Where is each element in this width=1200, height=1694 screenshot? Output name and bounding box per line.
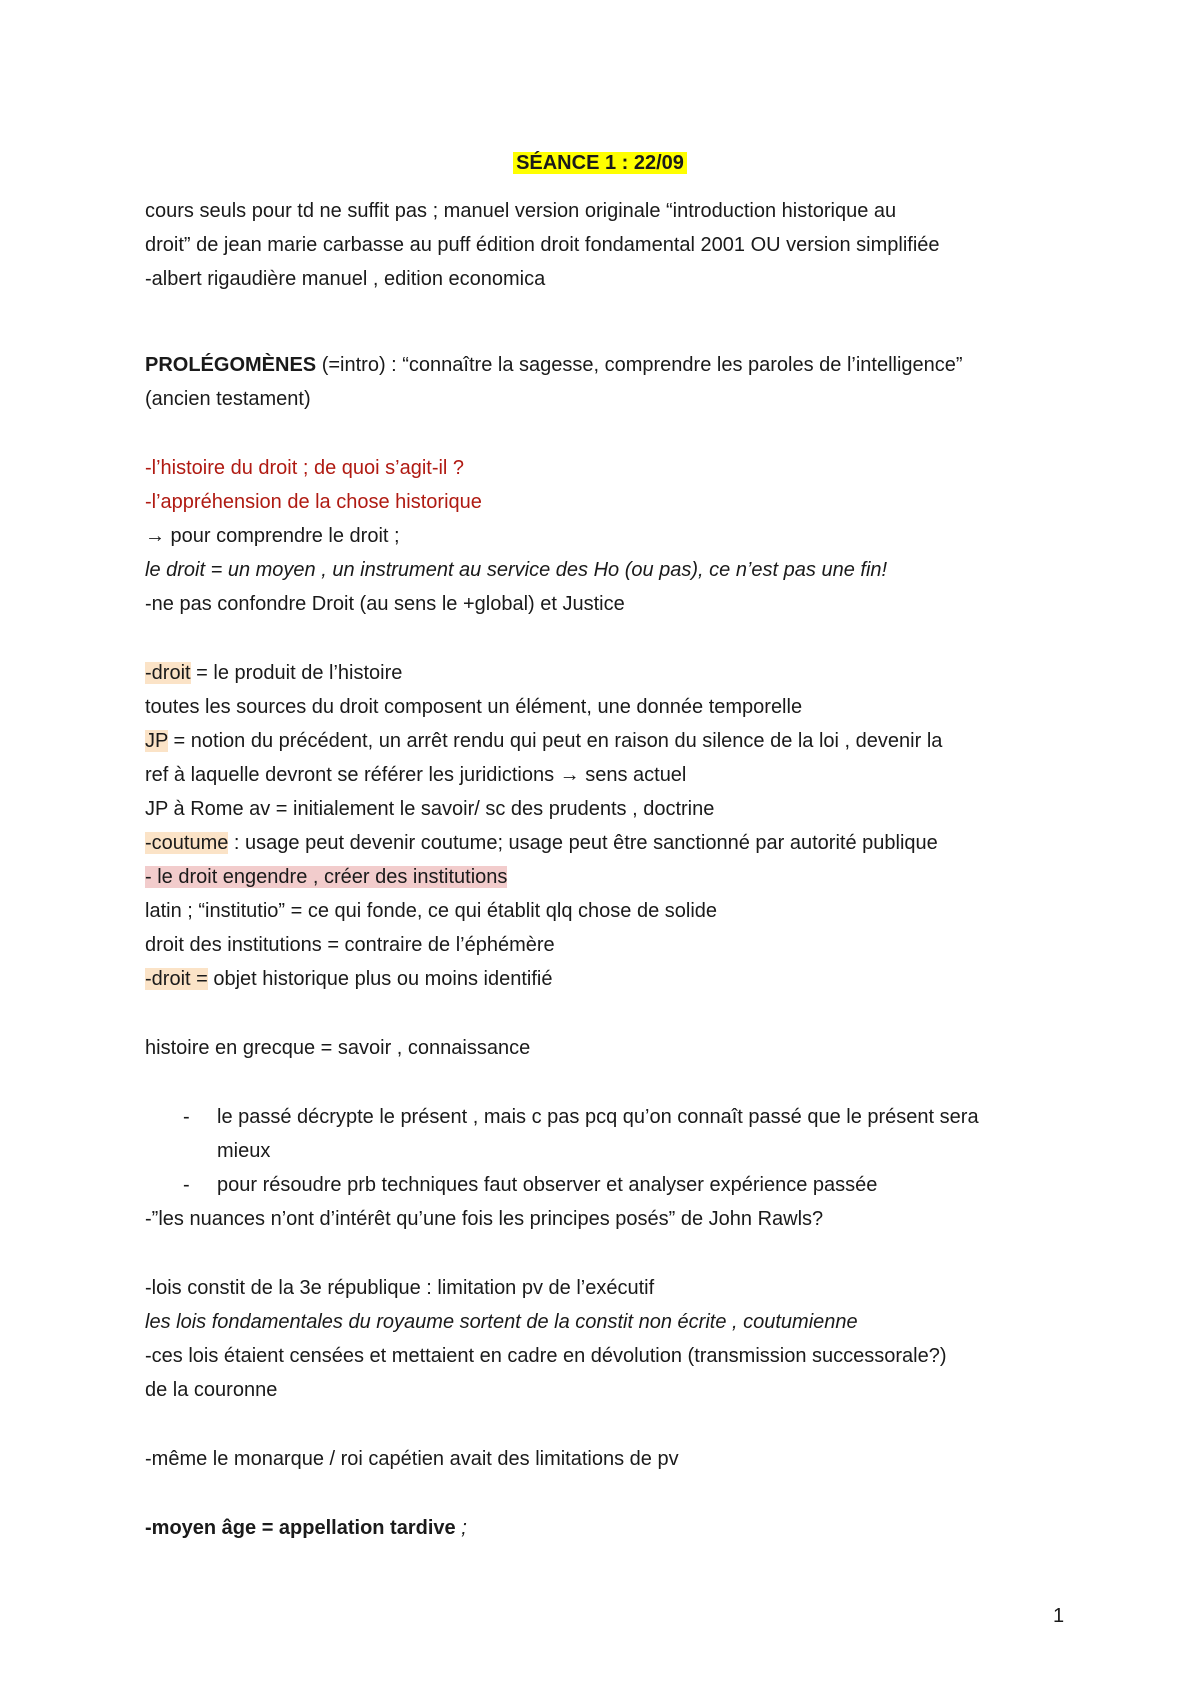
bullet-1-line-2: mieux: [217, 1140, 271, 1162]
bullet-marker: -: [183, 1174, 190, 1196]
red-question-line: -l’histoire du droit ; de quoi s’agit-il ?: [145, 457, 465, 479]
prolegomenes-line-2: (ancien testament): [145, 388, 311, 410]
arrow-line: → pour comprendre le droit ;: [145, 525, 400, 547]
confondre-line: -ne pas confondre Droit (au sens le +global) et Justice: [145, 593, 625, 615]
prolegomenes-heading: PROLÉGOMÈNES: [145, 354, 317, 376]
rawls-line: -”les nuances n’ont d’intérêt qu’une fois les principes posés” de John Rawls?: [145, 1208, 824, 1230]
histoire-line: histoire en grecque = savoir , connaissance: [145, 1037, 531, 1059]
moyen-age-line: -moyen âge = appellation tardive ;: [145, 1517, 467, 1539]
engendre-line: [145, 864, 507, 890]
bullet-1-line-1: le passé décrypte le présent , mais c pas pcq qu’on connaît passé que le présent sera: [217, 1106, 979, 1128]
highlight-droit-2: -droit =: [145, 968, 208, 990]
coutume-line: -coutume : usage peut devenir coutume; usage peut être sanctionné par autorité publique: [145, 832, 938, 854]
highlight-coutume: -coutume: [145, 832, 229, 854]
moyen-age-bold: -moyen âge = appellation tardive: [145, 1517, 456, 1539]
intro-line-3: -albert rigaudière manuel , edition economica: [145, 268, 546, 290]
page-number: 1: [1053, 1605, 1065, 1627]
jp-line: JP = notion du précédent, un arrêt rendu qui peut en raison du silence de la loi , devenir la: [145, 730, 943, 752]
ref-line: ref à laquelle devront se référer les juridictions → sens actuel: [145, 764, 687, 786]
sources-line: toutes les sources du droit composent un élément, une donnée temporelle: [145, 696, 803, 718]
bullet-2-line-1: pour résoudre prb techniques faut observer et analyser expérience passée: [217, 1174, 878, 1196]
ces-lois-line-2: de la couronne: [145, 1379, 278, 1401]
bullet-marker: -: [183, 1106, 190, 1128]
lois-constit-line: -lois constit de la 3e république : limitation pv de l’exécutif: [145, 1277, 655, 1299]
intro-line-1: cours seuls pour td ne suffit pas ; manuel version originale “introduction historique au: [145, 200, 897, 222]
jp-rome-line: JP à Rome av = initialement le savoir/ sc des prudents , doctrine: [145, 798, 715, 820]
italic-lois-line: les lois fondamentales du royaume sortent de la constit non écrite , coutumienne: [145, 1311, 858, 1333]
monarque-line: -même le monarque / roi capétien avait des limitations de pv: [145, 1448, 679, 1470]
prolegomenes-text: (=intro) : “connaître la sagesse, comprendre les paroles de l’intelligence”: [316, 354, 963, 376]
intro-line-2: droit” de jean marie carbasse au puff édition droit fondamental 2001 OU version simplifiée: [145, 234, 940, 256]
institutions-line: droit des institutions = contraire de l’éphémère: [145, 934, 555, 956]
latin-line: latin ; “institutio” = ce qui fonde, ce qui établit qlq chose de solide: [145, 900, 718, 922]
session-title: SÉANCE 1 : 22/09: [0, 150, 1200, 176]
prolegomenes-line: [145, 352, 963, 378]
droit-objet-line: -droit = objet historique plus ou moins identifié: [145, 968, 553, 990]
highlight-engendre: - le droit engendre , créer des institutions: [145, 866, 508, 888]
italic-moyen-line: le droit = un moyen , un instrument au service des Ho (ou pas), ce n’est pas une fin!: [145, 559, 888, 581]
ces-lois-line-1: -ces lois étaient censées et mettaient en cadre en dévolution (transmission successorale?): [145, 1345, 947, 1367]
droit-produit-line: -droit = le produit de l’histoire: [145, 662, 403, 684]
highlight-droit: -droit: [145, 662, 191, 684]
red-apprehension-line: -l’appréhension de la chose historique: [145, 491, 482, 513]
highlight-jp: JP: [145, 730, 168, 752]
